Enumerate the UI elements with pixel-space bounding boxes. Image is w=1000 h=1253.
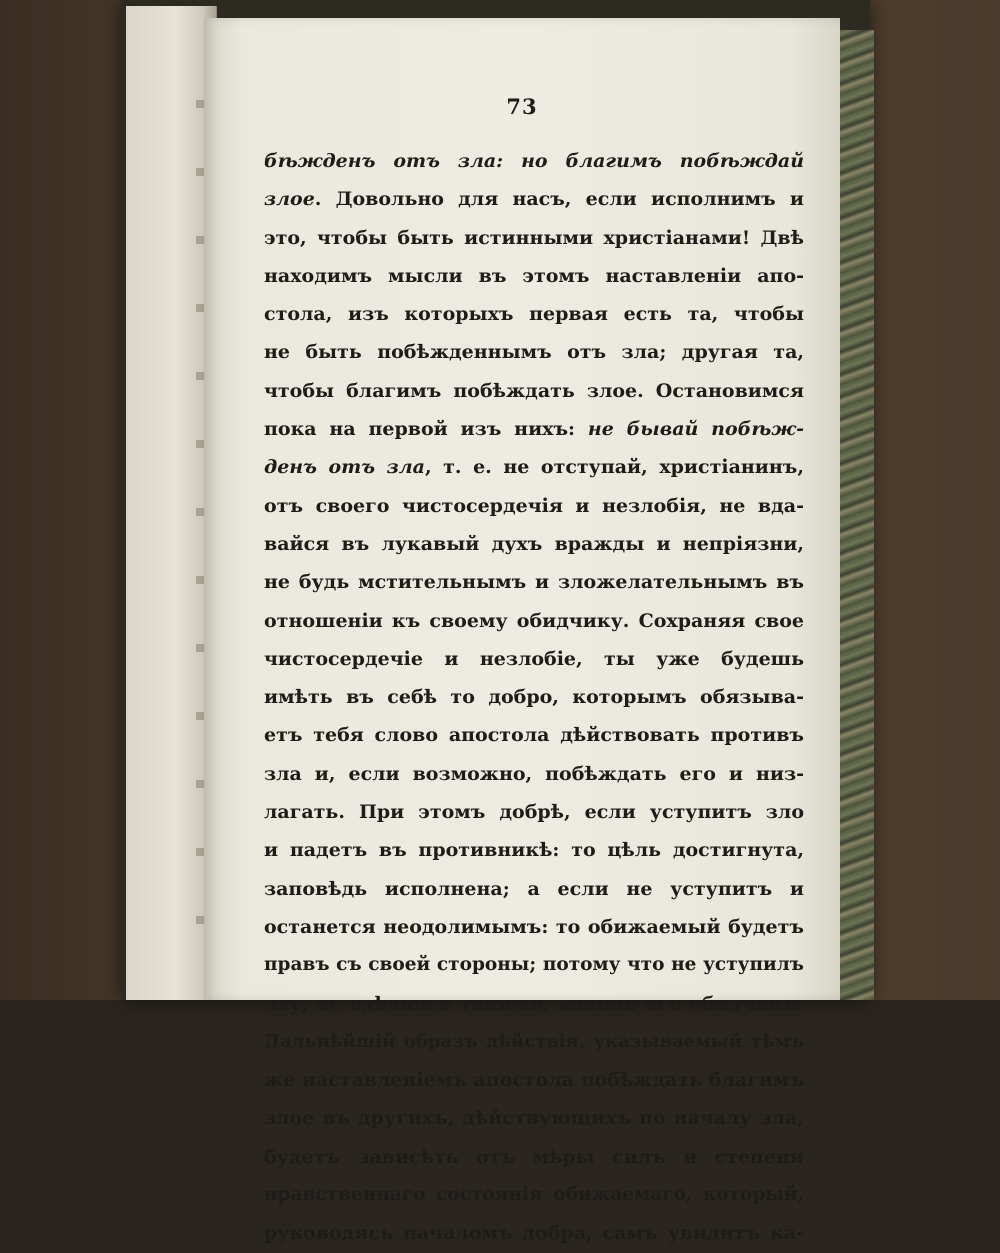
italic-text-segment: бѣжденъ отъ зла: [264, 150, 504, 172]
text-line [264, 716, 804, 754]
text-line [264, 602, 804, 640]
text-segment: останется неодолимымъ: то обижаемый будетъ [264, 915, 804, 938]
text-segment: это, чтобы быть истинными христіанами! Двѣ [264, 226, 804, 249]
text-segment: не быть побѣжденнымъ отъ зла; другая та, [264, 341, 804, 364]
text-segment: будетъ зависѣть отъ мѣры силъ и степени [264, 1145, 804, 1168]
text-segment: отношеніи къ своему обидчику. Сохраняя свое [264, 609, 804, 632]
text-line [264, 219, 804, 257]
text-segment: чистосердечіе и незлобіе, ты уже будешь [264, 647, 804, 670]
text-line [264, 487, 804, 525]
text-line [264, 831, 804, 869]
text-line [264, 448, 804, 486]
italic-text-segment: не бывай побѣж- [587, 418, 804, 441]
text-segment: отъ своего чистосердечія и незлобія, не вда- [264, 494, 804, 517]
text-segment: лагать. При этомъ добрѣ, если уступитъ зло [264, 801, 804, 824]
text-line [264, 1214, 804, 1252]
text-segment: злое въ другихъ, дѣйствующихъ по началу зла, [264, 1107, 804, 1130]
text-segment: имѣть въ себѣ то добро, которымъ обязыва- [264, 686, 804, 709]
text-segment: зла и, если возможно, побѣждать его и низ- [264, 762, 804, 785]
text-line [264, 985, 804, 1023]
text-line [264, 908, 804, 946]
text-segment: нравственнаго состоянія обижаемаго, который, [264, 1184, 804, 1206]
text-line [264, 1099, 804, 1137]
text-line [264, 1023, 804, 1061]
text-line [264, 525, 804, 563]
text-line [264, 755, 804, 793]
text-segment: стола, изъ которыхъ первая есть та, чтобы [264, 303, 804, 326]
italic-text-segment: злое [264, 188, 315, 211]
text-line [264, 142, 804, 180]
text-segment: заповѣдь исполнена; а если не уступитъ и [264, 877, 804, 900]
text-line [264, 563, 804, 601]
text-line [264, 410, 804, 448]
text-line [264, 640, 804, 678]
text-line [264, 180, 804, 218]
page-number: 73 [506, 94, 538, 119]
text-segment: же наставленіемъ апостола побѣждать благимъ [264, 1069, 804, 1092]
text-line [264, 1061, 804, 1099]
text-line [264, 333, 804, 371]
text-segment: Дальнѣйшій образъ дѣйствія, указываемый тѣмъ [264, 1030, 804, 1052]
text-segment: пока на первой изъ нихъ: [264, 418, 588, 441]
text-segment: вайся въ лукавый духъ вражды и непріязни, [264, 532, 804, 555]
text-line [264, 678, 804, 716]
text-segment: злу, не сдѣлался такимъ, каковъ его обидчикъ. [264, 992, 804, 1015]
italic-text-segment: но благимъ побѣждай [503, 150, 805, 172]
text-segment: правъ съ своей стороны; потому что не уступилъ [264, 954, 804, 976]
text-line [264, 946, 804, 984]
text-line [264, 295, 804, 333]
right-page [204, 18, 840, 1245]
text-segment: етъ тебя слово апостола дѣйствовать противъ [264, 724, 804, 747]
text-segment: и падетъ въ противникѣ: то цѣль достигнута, [264, 839, 804, 862]
italic-text-segment: денъ отъ зла [264, 456, 425, 479]
text-line [264, 793, 804, 831]
text-segment: , т. е. не отступай, христіанинъ, [425, 456, 804, 479]
text-segment: руководясь началомъ добра, самъ увидитъ ка- [264, 1222, 804, 1245]
text-segment: . Довольно для насъ, если исполнимъ и [314, 188, 804, 211]
text-line [264, 1176, 804, 1214]
page-text-block [264, 142, 804, 1253]
text-segment: не будь мстительнымъ и зложелательнымъ въ [264, 571, 804, 594]
text-line [264, 870, 804, 908]
text-segment: чтобы благимъ побѣждать злое. Остановимся [264, 379, 804, 402]
text-line [264, 372, 804, 410]
text-segment: находимъ мысли въ этомъ наставленіи апо- [264, 264, 804, 287]
text-line [264, 1138, 804, 1176]
text-line [264, 257, 804, 295]
